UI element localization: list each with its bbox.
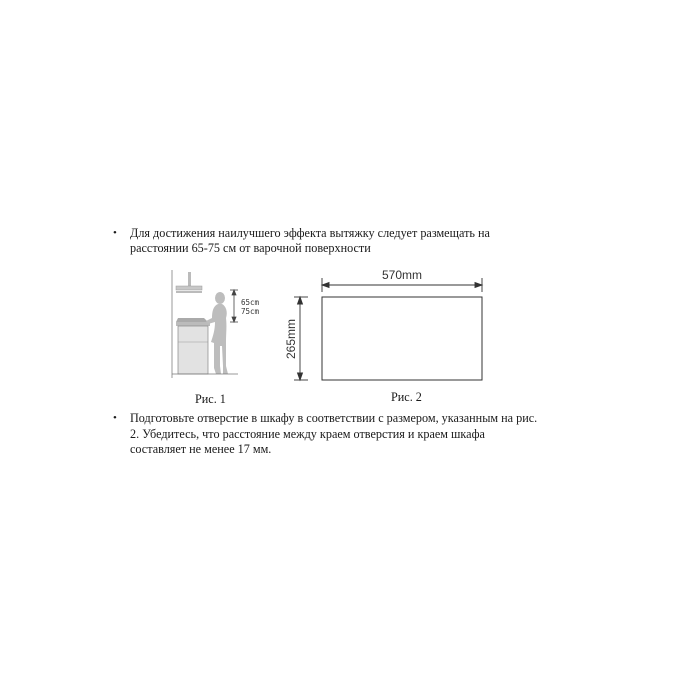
paragraph-line: расстоянии 65-75 см от варочной поверхности	[130, 241, 371, 255]
paragraph-line: Подготовьте отверстие в шкафу в соответствии с размером, указанным на рис.	[130, 411, 538, 425]
figure-2-diagram	[284, 264, 488, 386]
figure-2-caption: Рис. 2	[391, 390, 422, 404]
height-label-top: 65cm	[241, 298, 260, 307]
height-dimension-arrow	[230, 290, 238, 322]
bullet-paragraph-1	[113, 226, 563, 258]
figure-1-caption: Рис. 1	[195, 392, 226, 406]
figure-1-illustration	[168, 270, 272, 378]
cabinet-shape	[176, 318, 210, 374]
person-silhouette	[206, 292, 228, 374]
bullet-marker: •	[113, 412, 117, 424]
bullet-marker: •	[113, 227, 117, 239]
paragraph-line: составляет не менее 17 мм.	[130, 442, 272, 456]
paragraph-line: Для достижения наилучшего эффекта вытяжку следует размещать на	[130, 226, 490, 240]
height-label: 265mm	[284, 318, 298, 360]
paragraph-line: 2. Убедитесь, что расстояние между краем отверстия и краем шкафа	[130, 426, 485, 441]
cutout-rectangle	[322, 297, 482, 380]
width-label: 570mm	[381, 268, 423, 282]
bullet-paragraph-2	[113, 411, 573, 459]
hood-shape	[176, 272, 202, 292]
height-label-bottom: 75cm	[241, 307, 260, 316]
